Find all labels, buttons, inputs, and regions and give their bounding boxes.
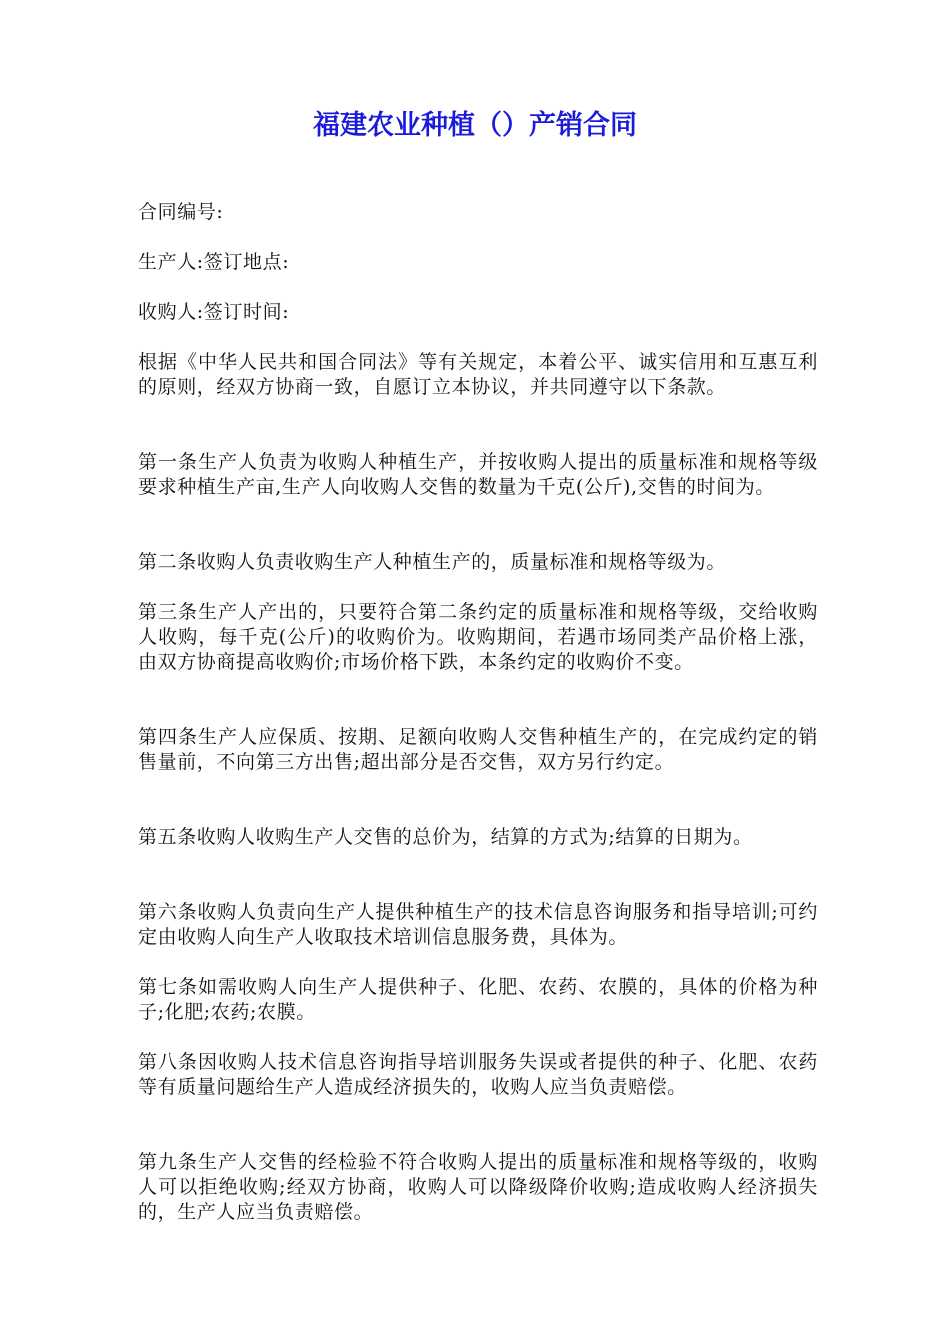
contract-number-line: 合同编号: (138, 201, 224, 223)
buyer-signing-time-line: 收购人:签订时间: (138, 301, 290, 323)
article-3-paragraph: 第三条生产人产出的，只要符合第二条约定的质量标准和规格等级，交给收购人收购，每千克(公斤)的收购价为。收购期间，若遇市场同类产品价格上涨，由双方协商提高收购价;市场价格下跌，本条约定的收购价不变。 (138, 601, 818, 673)
article-7-paragraph: 第七条如需收购人向生产人提供种子、化肥、农药、农膜的，具体的价格为种子;化肥;农药;农膜。 (138, 976, 818, 1023)
producer-signing-place-line: 生产人:签订地点: (138, 251, 290, 273)
article-4-paragraph: 第四条生产人应保质、按期、足额向收购人交售种植生产的，在完成约定的销售量前，不向第三方出售;超出部分是否交售，双方另行约定。 (138, 726, 818, 773)
article-5-paragraph: 第五条收购人收购生产人交售的总价为，结算的方式为;结算的日期为。 (138, 826, 753, 848)
article-8-paragraph: 第八条因收购人技术信息咨询指导培训服务失误或者提供的种子、化肥、农药等有质量问题给生产人造成经济损失的，收购人应当负责赔偿。 (138, 1051, 818, 1098)
article-1-paragraph: 第一条生产人负责为收购人种植生产，并按收购人提出的质量标准和规格等级要求种植生产亩,生产人向收购人交售的数量为千克(公斤),交售的时间为。 (138, 451, 818, 498)
document-title: 福建农业种植（）产销合同 (313, 110, 637, 141)
article-6-paragraph: 第六条收购人负责向生产人提供种植生产的技术信息咨询服务和指导培训;可约定由收购人向生产人收取技术培训信息服务费，具体为。 (138, 901, 818, 948)
preamble-paragraph: 根据《中华人民共和国合同法》等有关规定，本着公平、诚实信用和互惠互利的原则，经双方协商一致，自愿订立本协议，并共同遵守以下条款。 (138, 351, 818, 398)
article-9-paragraph: 第九条生产人交售的经检验不符合收购人提出的质量标准和规格等级的，收购人可以拒绝收购;经双方协商，收购人可以降级降价收购;造成收购人经济损失的，生产人应当负责赔偿。 (138, 1151, 818, 1223)
article-2-paragraph: 第二条收购人负责收购生产人种植生产的，质量标准和规格等级为。 (138, 551, 727, 573)
